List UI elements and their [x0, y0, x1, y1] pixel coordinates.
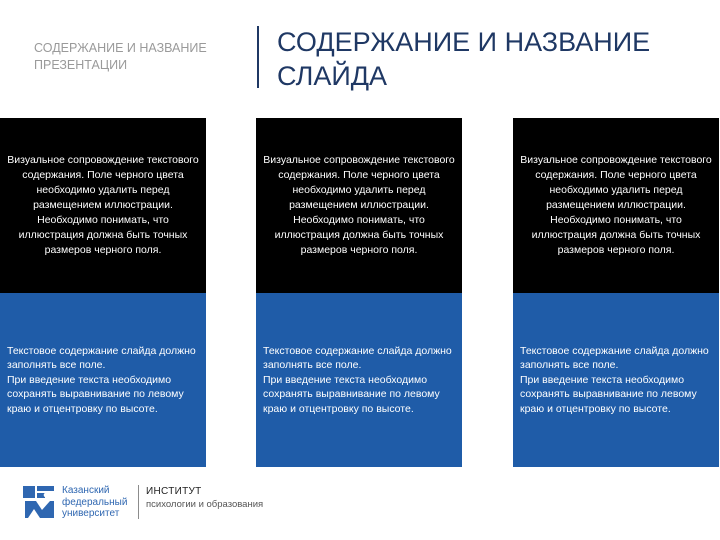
illustration-placeholder-text: Визуальное сопровождение текстового содержания. Поле черного цвета необходимо удалить перед размещением иллюстрации. Необходимо понимать, что иллюстрация должна быть точных размеров черного поля. [7, 154, 199, 256]
text-box[interactable] [0, 293, 206, 467]
illustration-placeholder[interactable] [256, 118, 462, 293]
illustration-placeholder[interactable] [0, 118, 206, 293]
slide-title: СОДЕРЖАНИЕ И НАЗВАНИЕ СЛАЙДА [277, 27, 651, 91]
text-box-content: Текстовое содержание слайда должно заполнять все поле. При введение текста необходимо сохранять выравнивание по левому краю и отцентровку по высоте. [263, 344, 452, 415]
kfu-logo-icon [22, 484, 56, 520]
footer-divider [138, 485, 139, 519]
content-column-1 [0, 118, 206, 467]
text-box[interactable] [256, 293, 462, 467]
content-column-2 [256, 118, 462, 467]
footer-branding [22, 484, 322, 524]
text-box-content: Текстовое содержание слайда должно заполнять все поле. При введение текста необходимо сохранять выравнивание по левому краю и отцентровку по высоте. [7, 344, 196, 415]
institute-title: ИНСТИТУТ [146, 486, 202, 497]
university-name: Казанский федеральный университет [62, 485, 128, 519]
presentation-subtitle: СОДЕРЖАНИЕ И НАЗВАНИЕ ПРЕЗЕНТАЦИИ [34, 41, 207, 72]
illustration-placeholder-text: Визуальное сопровождение текстового содержания. Поле черного цвета необходимо удалить перед размещением иллюстрации. Необходимо понимать, что иллюстрация должна быть точных размеров черного поля. [263, 154, 455, 256]
illustration-placeholder-text: Визуальное сопровождение текстового содержания. Поле черного цвета необходимо удалить перед размещением иллюстрации. Необходимо понимать, что иллюстрация должна быть точных размеров черного поля. [520, 154, 712, 256]
illustration-placeholder[interactable] [513, 118, 719, 293]
institute-subtitle: психологии и образования [146, 499, 264, 510]
text-box-content: Текстовое содержание слайда должно заполнять все поле. При введение текста необходимо сохранять выравнивание по левому краю и отцентровку по высоте. [520, 344, 709, 415]
title-divider [257, 26, 259, 88]
text-box[interactable] [513, 293, 719, 467]
content-column-3 [513, 118, 719, 467]
